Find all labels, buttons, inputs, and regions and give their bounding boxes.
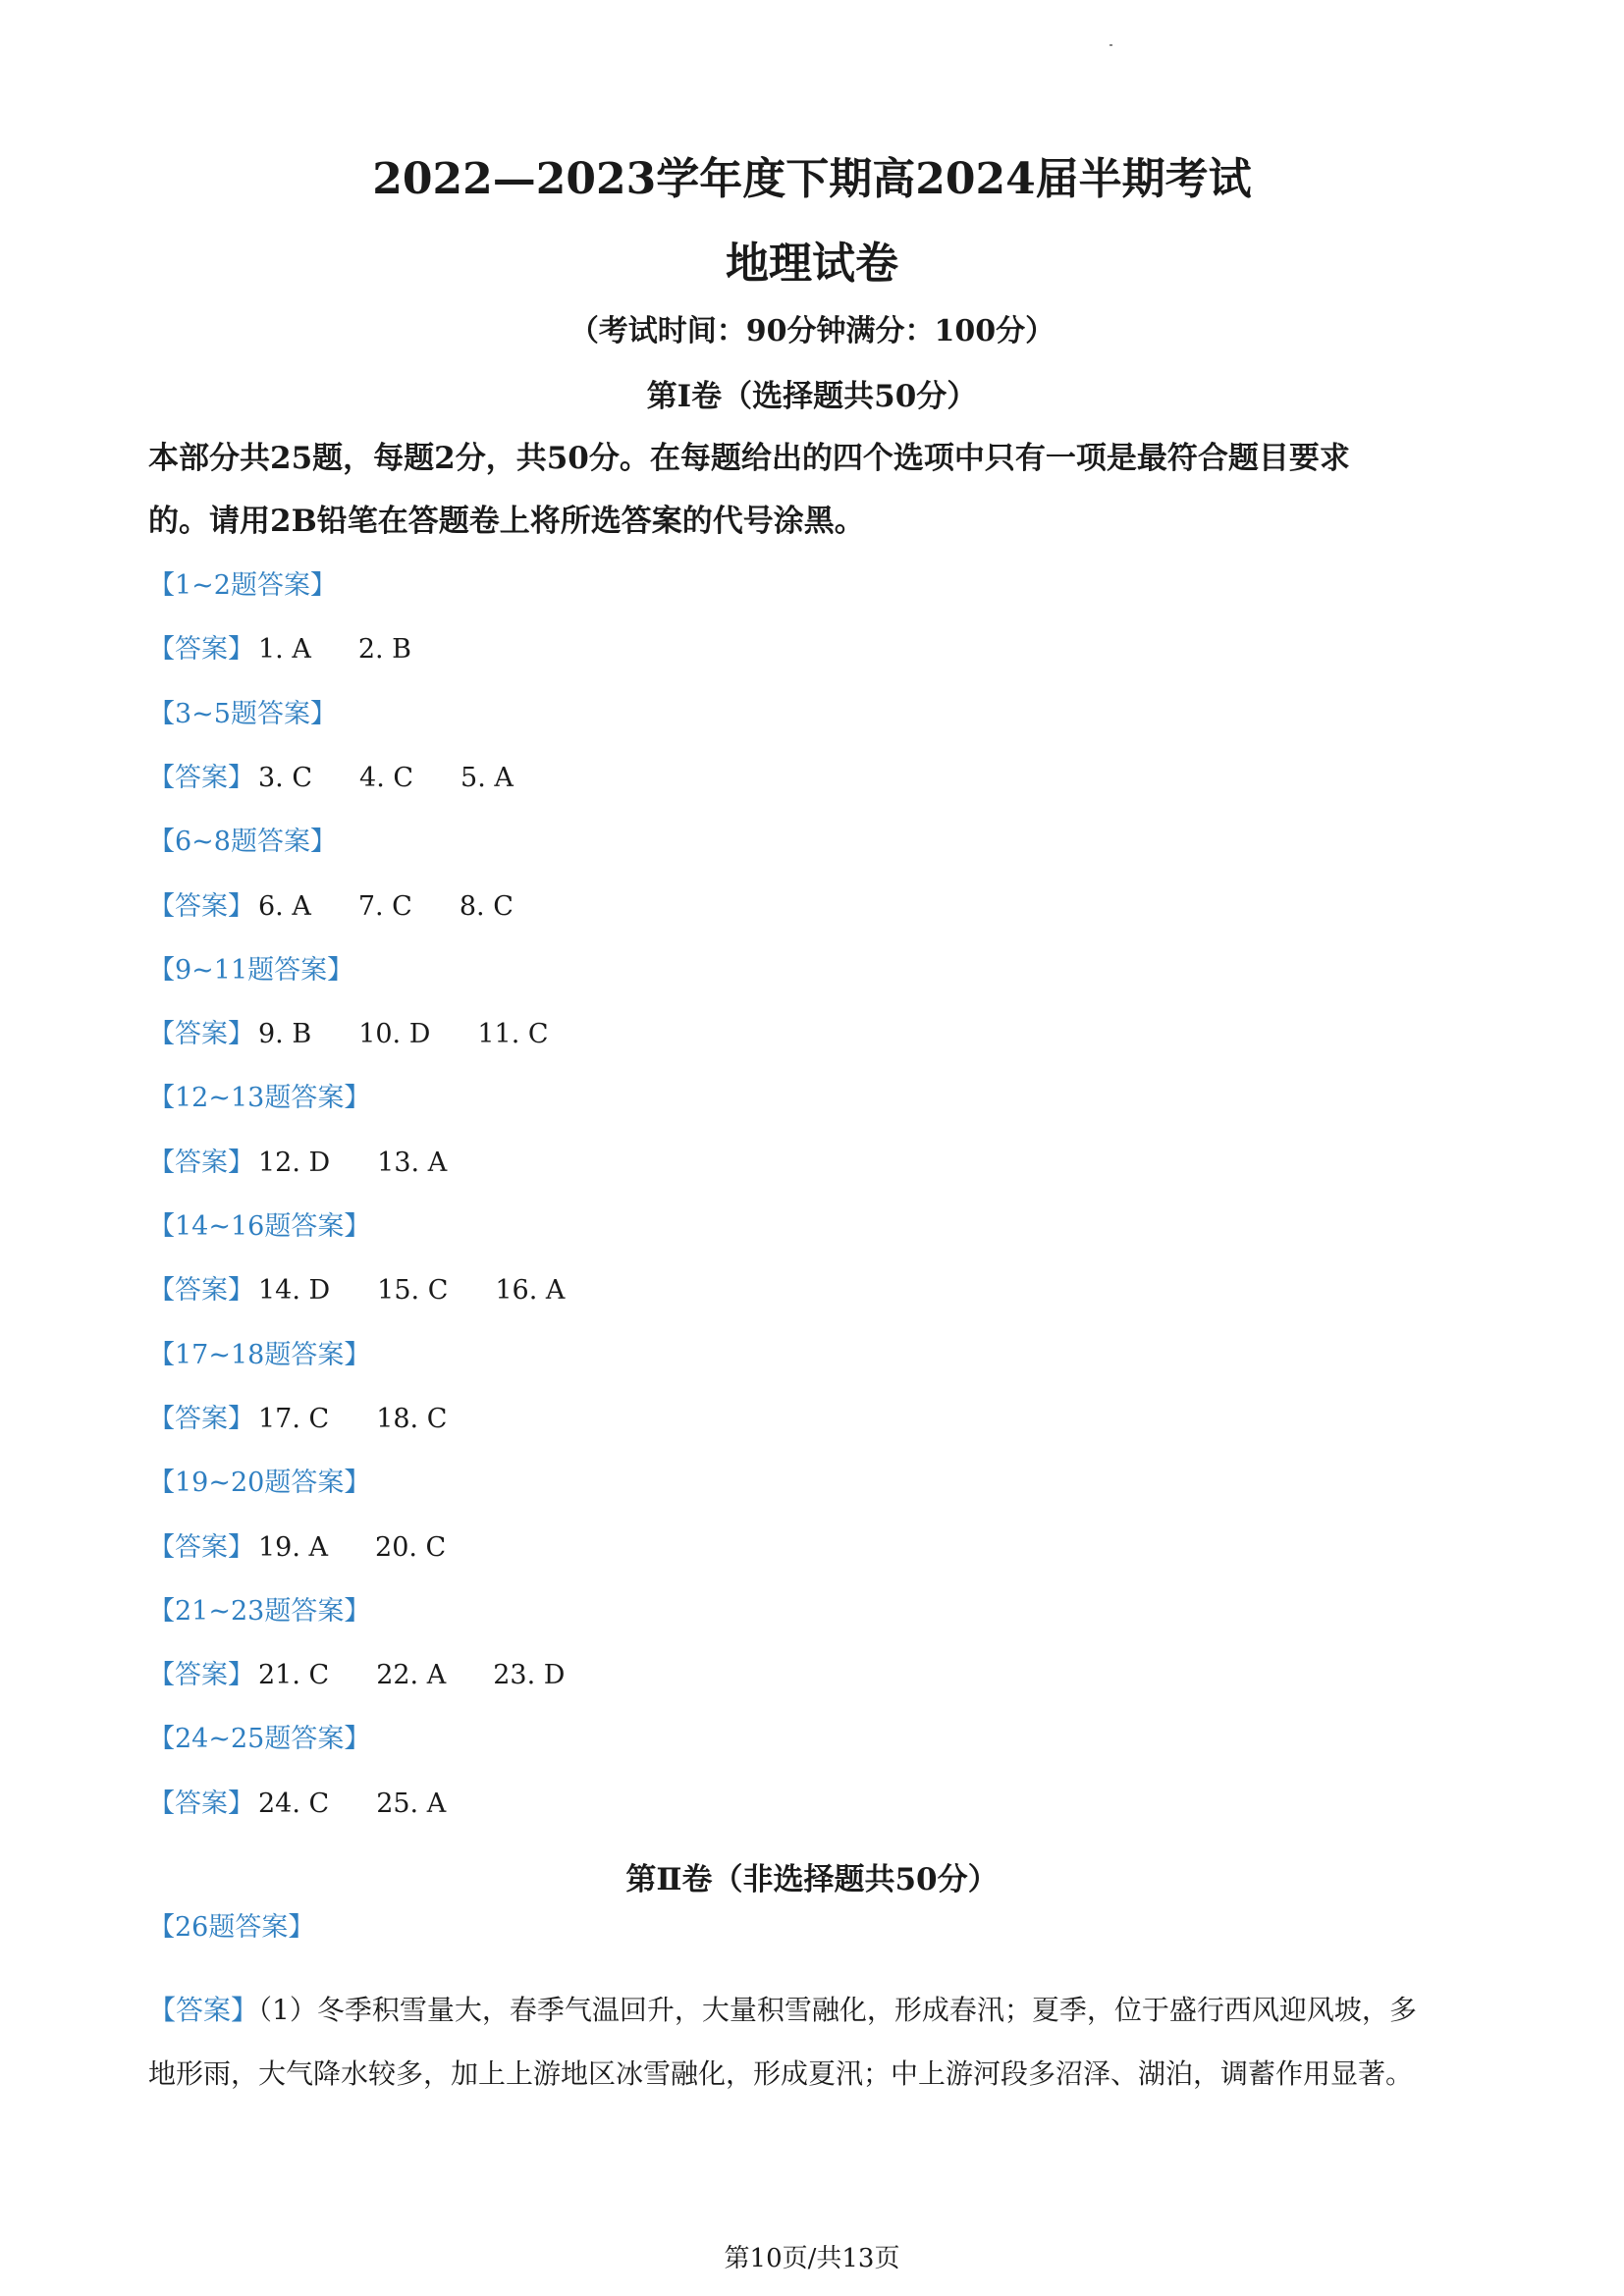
q26-label: 【26题答案】 (148, 1912, 315, 1943)
answer-value: 17. C (258, 1403, 330, 1434)
answer-value: 7. C (357, 890, 412, 922)
answer-value: 8. C (459, 890, 514, 922)
answer-row (148, 1785, 493, 1824)
answer-tag: 【答案】 (148, 1788, 254, 1819)
answer-group-label: 【3~5题答案】 (148, 698, 337, 729)
answer-value: 9. B (258, 1019, 312, 1050)
answer-tag: 【答案】 (148, 1019, 254, 1050)
answer-row (148, 1015, 596, 1054)
exam-info: （考试时间：90分钟满分：100分） (568, 314, 1056, 348)
answer-value: 18. C (376, 1403, 448, 1434)
answer-value: 3. C (258, 762, 313, 793)
answer-value: 11. C (477, 1019, 549, 1050)
answer-row (148, 630, 459, 669)
answer-group-label: 【14~16题答案】 (148, 1211, 371, 1242)
answer-value: 15. C (377, 1275, 449, 1307)
page-number: 第10页/共13页 (724, 2244, 900, 2273)
answer-value: 16. A (495, 1275, 566, 1307)
instructions-line-2: 的。请用2B铅笔在答题卷上将所选答案的代号涂黑。 (148, 504, 865, 539)
answer-group-label: 【17~18题答案】 (148, 1339, 371, 1370)
answer-value: 20. C (375, 1531, 447, 1563)
q26-line-1 (148, 1978, 1503, 2042)
part2-heading: 第Ⅱ卷（非选择题共50分） (625, 1862, 999, 1897)
answer-group-label: 【21~23题答案】 (148, 1595, 371, 1627)
scan-speck (1110, 44, 1112, 46)
answer-value: 6. A (258, 890, 311, 922)
answer-value: 4. C (359, 762, 414, 793)
answer-tag: 【答案】 (148, 1531, 254, 1563)
answer-value: 12. D (258, 1147, 331, 1178)
answer-value: 24. C (258, 1788, 330, 1819)
answer-value: 5. A (460, 762, 514, 793)
answer-tag: 【答案】 (148, 1403, 254, 1434)
answer-row (148, 759, 561, 798)
answer-row (148, 1271, 612, 1310)
part1-heading: 第Ⅰ卷（选择题共50分） (646, 379, 978, 414)
answer-value: 14. D (258, 1275, 331, 1307)
q26-line-2: 地形雨，大气降水较多，加上上游地区冰雪融化，形成夏汛；中上游河段多沼泽、湖泊，调蓄作用显著。 (148, 2057, 1414, 2090)
answer-value: 2. B (357, 634, 412, 666)
answer-value: 10. D (358, 1019, 431, 1050)
answer-group-label: 【24~25题答案】 (148, 1724, 371, 1755)
answer-group-label: 【19~20题答案】 (148, 1468, 371, 1499)
answer-value: 1. A (258, 634, 311, 666)
answer-tag: 【答案】 (148, 634, 254, 666)
answer-row (148, 1400, 494, 1439)
q26-answer-tag: 【答案】 (148, 1994, 259, 2026)
answer-tag: 【答案】 (148, 1147, 254, 1178)
subject-title: 地理试卷 (726, 239, 898, 289)
answer-value: 22. A (376, 1660, 447, 1691)
answer-group-label: 【6~8题答案】 (148, 827, 337, 858)
q26-text-1: （1）冬季积雪量大，春季气温回升，大量积雪融化，形成春汛；夏季，位于盛行西风迎风坡，多 (258, 1994, 1417, 2026)
answer-tag: 【答案】 (148, 890, 254, 922)
instructions-line-1: 本部分共25题，每题2分，共50分。在每题给出的四个选项中只有一项是最符合题目要求 (148, 441, 1350, 476)
answer-tag: 【答案】 (148, 1275, 254, 1307)
q26-answer (148, 1978, 1503, 2106)
answer-value: 13. A (377, 1147, 448, 1178)
answer-group-label: 【12~13题答案】 (148, 1083, 371, 1114)
answer-row (148, 1144, 494, 1183)
answer-row (148, 1528, 493, 1568)
answer-row (148, 887, 561, 927)
exam-title: 2022—2023学年度下期高2024届半期考试 (372, 154, 1252, 204)
part1-instructions (148, 427, 1503, 553)
answer-group-label: 【9~11题答案】 (148, 954, 354, 986)
answer-value: 21. C (258, 1660, 330, 1691)
answer-group-label: 【1~2题答案】 (148, 570, 337, 601)
answer-value: 23. D (493, 1660, 566, 1691)
answer-row (148, 1656, 612, 1695)
answer-tag: 【答案】 (148, 762, 254, 793)
answer-tag: 【答案】 (148, 1660, 254, 1691)
answer-value: 19. A (258, 1531, 329, 1563)
answer-value: 25. A (376, 1788, 447, 1819)
